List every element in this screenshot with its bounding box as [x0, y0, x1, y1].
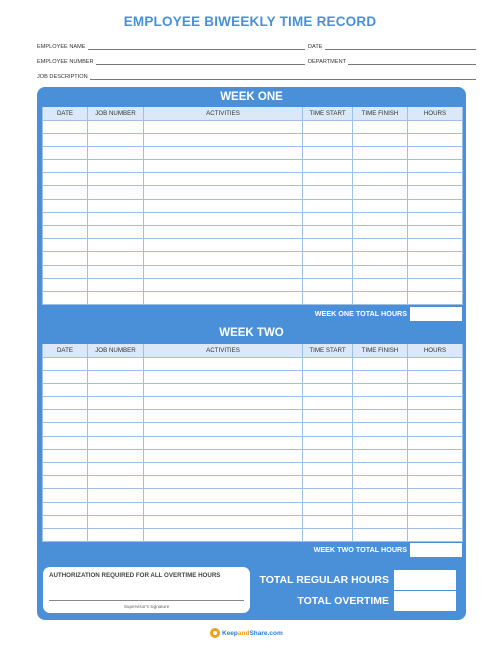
hours-cell[interactable] [408, 528, 463, 541]
table-row [43, 410, 463, 423]
time-finish-cell[interactable] [353, 370, 408, 383]
time-start-cell[interactable] [303, 489, 353, 502]
time-start-cell[interactable] [303, 291, 353, 304]
time-start-cell[interactable] [303, 370, 353, 383]
hours-cell[interactable] [408, 265, 463, 278]
week-two-header-row [43, 344, 463, 357]
date-cell[interactable] [43, 120, 88, 133]
job-number-cell[interactable] [88, 278, 144, 291]
date-cell[interactable] [43, 449, 88, 462]
table-row [43, 436, 463, 449]
time-start-cell[interactable] [303, 239, 353, 252]
activities-cell[interactable] [144, 186, 303, 199]
date-cell[interactable] [43, 370, 88, 383]
col-header-job-number: JOB NUMBER [88, 344, 144, 357]
time-start-cell[interactable] [303, 186, 353, 199]
col-header-activities: ACTIVITIES [144, 107, 303, 120]
hours-cell[interactable] [408, 291, 463, 304]
job-number-cell[interactable] [88, 173, 144, 186]
week-two-title: WEEK TWO [219, 327, 284, 339]
activities-cell[interactable] [144, 291, 303, 304]
employee-name-field[interactable] [37, 40, 305, 50]
table-row [43, 278, 463, 291]
week-one-rows [43, 120, 463, 305]
time-finish-cell[interactable] [353, 515, 408, 528]
time-start-cell[interactable] [303, 212, 353, 225]
table-row [43, 212, 463, 225]
activities-cell[interactable] [144, 436, 303, 449]
job-number-cell[interactable] [88, 370, 144, 383]
time-finish-cell[interactable] [353, 423, 408, 436]
time-start-cell[interactable] [303, 133, 353, 146]
department-field[interactable] [308, 55, 476, 65]
activities-cell[interactable] [144, 133, 303, 146]
job-number-cell[interactable] [88, 133, 144, 146]
hours-cell[interactable] [408, 436, 463, 449]
time-start-cell[interactable] [303, 463, 353, 476]
hours-cell[interactable] [408, 476, 463, 489]
time-finish-cell[interactable] [353, 252, 408, 265]
time-start-cell[interactable] [303, 410, 353, 423]
job-number-cell[interactable] [88, 476, 144, 489]
hours-cell[interactable] [408, 186, 463, 199]
job-number-cell[interactable] [88, 226, 144, 239]
job-number-cell[interactable] [88, 357, 144, 370]
time-finish-cell[interactable] [353, 476, 408, 489]
time-finish-cell[interactable] [353, 226, 408, 239]
time-finish-cell[interactable] [353, 199, 408, 212]
total-overtime-label: TOTAL OVERTIME [297, 595, 389, 607]
hours-cell[interactable] [408, 397, 463, 410]
time-start-cell[interactable] [303, 449, 353, 462]
hours-cell[interactable] [408, 199, 463, 212]
activities-cell[interactable] [144, 357, 303, 370]
week-one-total-label: WEEK ONE TOTAL HOURS [314, 309, 407, 318]
week-one-total-row [42, 307, 462, 321]
job-number-cell[interactable] [88, 252, 144, 265]
date-cell[interactable] [43, 265, 88, 278]
table-row [43, 370, 463, 383]
job-description-field[interactable] [37, 70, 476, 80]
logo-text-com: .com [267, 629, 283, 637]
time-finish-cell[interactable] [353, 502, 408, 515]
table-row [43, 146, 463, 159]
time-start-cell[interactable] [303, 173, 353, 186]
activities-cell[interactable] [144, 239, 303, 252]
authorization-title: AUTHORIZATION REQUIRED FOR ALL OVERTIME HOURS [49, 572, 221, 579]
job-number-cell[interactable] [88, 265, 144, 278]
time-start-cell[interactable] [303, 199, 353, 212]
time-start-cell[interactable] [303, 226, 353, 239]
job-number-cell[interactable] [88, 463, 144, 476]
hours-cell[interactable] [408, 173, 463, 186]
week-two-table [42, 344, 463, 542]
activities-cell[interactable] [144, 212, 303, 225]
activities-cell[interactable] [144, 199, 303, 212]
table-row [43, 463, 463, 476]
activities-cell[interactable] [144, 476, 303, 489]
logo-text [222, 630, 283, 637]
date-cell[interactable] [43, 278, 88, 291]
activities-cell[interactable] [144, 423, 303, 436]
col-header-time-finish: TIME FINISH [353, 107, 408, 120]
employee-name-label: EMPLOYEE NAME [37, 44, 86, 50]
table-row [43, 449, 463, 462]
table-row [43, 173, 463, 186]
date-cell[interactable] [43, 252, 88, 265]
hours-cell[interactable] [408, 502, 463, 515]
date-cell[interactable] [43, 226, 88, 239]
week-two-total-row [42, 543, 462, 557]
job-description-line [90, 73, 476, 80]
activities-cell[interactable] [144, 252, 303, 265]
employee-number-label: EMPLOYEE NUMBER [37, 59, 94, 65]
total-regular-hours-input[interactable] [394, 570, 456, 590]
week-two-total-label: WEEK TWO TOTAL HOURS [313, 545, 407, 554]
table-row [43, 502, 463, 515]
activities-cell[interactable] [144, 515, 303, 528]
activities-cell[interactable] [144, 528, 303, 541]
time-start-cell[interactable] [303, 383, 353, 396]
table-row [43, 199, 463, 212]
time-finish-cell[interactable] [353, 133, 408, 146]
time-start-cell[interactable] [303, 476, 353, 489]
time-start-cell[interactable] [303, 397, 353, 410]
col-header-hours: HOURS [408, 344, 463, 357]
date-cell[interactable] [43, 397, 88, 410]
table-row [43, 252, 463, 265]
date-cell[interactable] [43, 423, 88, 436]
activities-cell[interactable] [144, 463, 303, 476]
table-row [43, 291, 463, 304]
activities-cell[interactable] [144, 173, 303, 186]
job-number-cell[interactable] [88, 383, 144, 396]
col-header-activities: ACTIVITIES [144, 344, 303, 357]
time-start-cell[interactable] [303, 160, 353, 173]
time-start-cell[interactable] [303, 423, 353, 436]
table-row [43, 476, 463, 489]
hours-cell[interactable] [408, 423, 463, 436]
logo-text-share: Share [249, 629, 268, 637]
hours-cell[interactable] [408, 278, 463, 291]
activities-cell[interactable] [144, 383, 303, 396]
date-cell[interactable] [43, 489, 88, 502]
time-finish-cell[interactable] [353, 410, 408, 423]
table-row [43, 226, 463, 239]
date-cell[interactable] [43, 476, 88, 489]
job-number-cell[interactable] [88, 515, 144, 528]
job-number-cell[interactable] [88, 291, 144, 304]
time-start-cell[interactable] [303, 146, 353, 159]
job-number-cell[interactable] [88, 397, 144, 410]
hours-cell[interactable] [408, 120, 463, 133]
date-cell[interactable] [43, 173, 88, 186]
employee-number-field[interactable] [37, 55, 305, 65]
time-start-cell[interactable] [303, 265, 353, 278]
activities-cell[interactable] [144, 120, 303, 133]
activities-cell[interactable] [144, 489, 303, 502]
activities-cell[interactable] [144, 160, 303, 173]
time-start-cell[interactable] [303, 436, 353, 449]
hours-cell[interactable] [408, 160, 463, 173]
department-line [348, 58, 476, 65]
time-finish-cell[interactable] [353, 239, 408, 252]
job-number-cell[interactable] [88, 489, 144, 502]
table-row [43, 383, 463, 396]
job-number-cell[interactable] [88, 239, 144, 252]
date-field[interactable] [308, 40, 476, 50]
time-finish-cell[interactable] [353, 463, 408, 476]
activities-cell[interactable] [144, 449, 303, 462]
time-finish-cell[interactable] [353, 528, 408, 541]
supervisor-signature-line[interactable] [49, 600, 244, 601]
date-cell[interactable] [43, 146, 88, 159]
date-cell[interactable] [43, 502, 88, 515]
date-cell[interactable] [43, 291, 88, 304]
activities-cell[interactable] [144, 410, 303, 423]
col-header-hours: HOURS [408, 107, 463, 120]
table-row [43, 133, 463, 146]
col-header-time-finish: TIME FINISH [353, 344, 408, 357]
job-description-label: JOB DESCRIPTION [37, 74, 88, 80]
date-cell[interactable] [43, 160, 88, 173]
hours-cell[interactable] [408, 449, 463, 462]
table-row [43, 515, 463, 528]
col-header-date: DATE [43, 344, 88, 357]
job-number-cell[interactable] [88, 146, 144, 159]
col-header-time-start: TIME START [303, 107, 353, 120]
time-finish-cell[interactable] [353, 489, 408, 502]
employee-name-line [88, 43, 306, 50]
activities-cell[interactable] [144, 502, 303, 515]
hours-cell[interactable] [408, 515, 463, 528]
job-number-cell[interactable] [88, 449, 144, 462]
time-start-cell[interactable] [303, 515, 353, 528]
activities-cell[interactable] [144, 370, 303, 383]
job-number-cell[interactable] [88, 528, 144, 541]
logo-text-keep: Keep [222, 629, 238, 637]
table-row [43, 423, 463, 436]
time-finish-cell[interactable] [353, 449, 408, 462]
hours-cell[interactable] [408, 383, 463, 396]
time-finish-cell[interactable] [353, 186, 408, 199]
page-title: EMPLOYEE BIWEEKLY TIME RECORD [123, 14, 377, 29]
col-header-date: DATE [43, 107, 88, 120]
time-start-cell[interactable] [303, 120, 353, 133]
week-one-table [42, 107, 463, 305]
week-one-total-input[interactable] [410, 307, 462, 321]
job-number-cell[interactable] [88, 410, 144, 423]
job-number-cell[interactable] [88, 436, 144, 449]
hours-cell[interactable] [408, 212, 463, 225]
employee-number-line [96, 58, 305, 65]
date-cell[interactable] [43, 239, 88, 252]
date-cell[interactable] [43, 436, 88, 449]
hours-cell[interactable] [408, 357, 463, 370]
time-finish-cell[interactable] [353, 357, 408, 370]
week-one-header-row [43, 107, 463, 120]
time-record-panel [37, 87, 466, 620]
date-cell[interactable] [43, 463, 88, 476]
time-start-cell[interactable] [303, 528, 353, 541]
time-finish-cell[interactable] [353, 120, 408, 133]
total-regular-hours-label: TOTAL REGULAR HOURS [259, 574, 389, 586]
date-cell[interactable] [43, 133, 88, 146]
activities-cell[interactable] [144, 265, 303, 278]
date-label: DATE [308, 44, 323, 50]
time-finish-cell[interactable] [353, 436, 408, 449]
time-finish-cell[interactable] [353, 383, 408, 396]
date-cell[interactable] [43, 212, 88, 225]
time-finish-cell[interactable] [353, 265, 408, 278]
date-cell[interactable] [43, 410, 88, 423]
col-header-time-start: TIME START [303, 344, 353, 357]
hours-cell[interactable] [408, 463, 463, 476]
department-label: DEPARTMENT [308, 59, 347, 65]
date-cell[interactable] [43, 199, 88, 212]
job-number-cell[interactable] [88, 502, 144, 515]
date-cell[interactable] [43, 528, 88, 541]
time-finish-cell[interactable] [353, 397, 408, 410]
date-cell[interactable] [43, 515, 88, 528]
table-row [43, 120, 463, 133]
logo-text-and: and [237, 629, 250, 637]
date-line [325, 43, 476, 50]
table-row [43, 265, 463, 278]
table-row [43, 239, 463, 252]
job-number-cell[interactable] [88, 199, 144, 212]
table-row [43, 160, 463, 173]
table-row [43, 489, 463, 502]
hours-cell[interactable] [408, 239, 463, 252]
week-one-title: WEEK ONE [220, 91, 283, 103]
time-finish-cell[interactable] [353, 146, 408, 159]
job-number-cell[interactable] [88, 423, 144, 436]
date-cell[interactable] [43, 357, 88, 370]
time-start-cell[interactable] [303, 357, 353, 370]
time-start-cell[interactable] [303, 502, 353, 515]
keepandshare-logo[interactable] [210, 626, 283, 640]
time-finish-cell[interactable] [353, 160, 408, 173]
table-row [43, 397, 463, 410]
date-cell[interactable] [43, 186, 88, 199]
job-number-cell[interactable] [88, 160, 144, 173]
authorization-box [43, 567, 250, 613]
date-cell[interactable] [43, 383, 88, 396]
job-number-cell[interactable] [88, 120, 144, 133]
table-row [43, 528, 463, 541]
time-finish-cell[interactable] [353, 173, 408, 186]
activities-cell[interactable] [144, 226, 303, 239]
supervisor-signature-label: Supervisor's signature [123, 604, 170, 609]
week-two-rows [43, 357, 463, 542]
col-header-job-number: JOB NUMBER [88, 107, 144, 120]
hours-cell[interactable] [408, 410, 463, 423]
hours-cell[interactable] [408, 489, 463, 502]
time-finish-cell[interactable] [353, 291, 408, 304]
table-row [43, 357, 463, 370]
hours-cell[interactable] [408, 146, 463, 159]
activities-cell[interactable] [144, 146, 303, 159]
logo-circle-icon [210, 628, 220, 638]
hours-cell[interactable] [408, 133, 463, 146]
activities-cell[interactable] [144, 278, 303, 291]
time-start-cell[interactable] [303, 252, 353, 265]
hours-cell[interactable] [408, 226, 463, 239]
table-row [43, 186, 463, 199]
time-finish-cell[interactable] [353, 278, 408, 291]
time-finish-cell[interactable] [353, 212, 408, 225]
time-start-cell[interactable] [303, 278, 353, 291]
activities-cell[interactable] [144, 397, 303, 410]
hours-cell[interactable] [408, 370, 463, 383]
job-number-cell[interactable] [88, 186, 144, 199]
job-number-cell[interactable] [88, 212, 144, 225]
week-two-total-input[interactable] [410, 543, 462, 557]
hours-cell[interactable] [408, 252, 463, 265]
total-overtime-input[interactable] [394, 591, 456, 611]
